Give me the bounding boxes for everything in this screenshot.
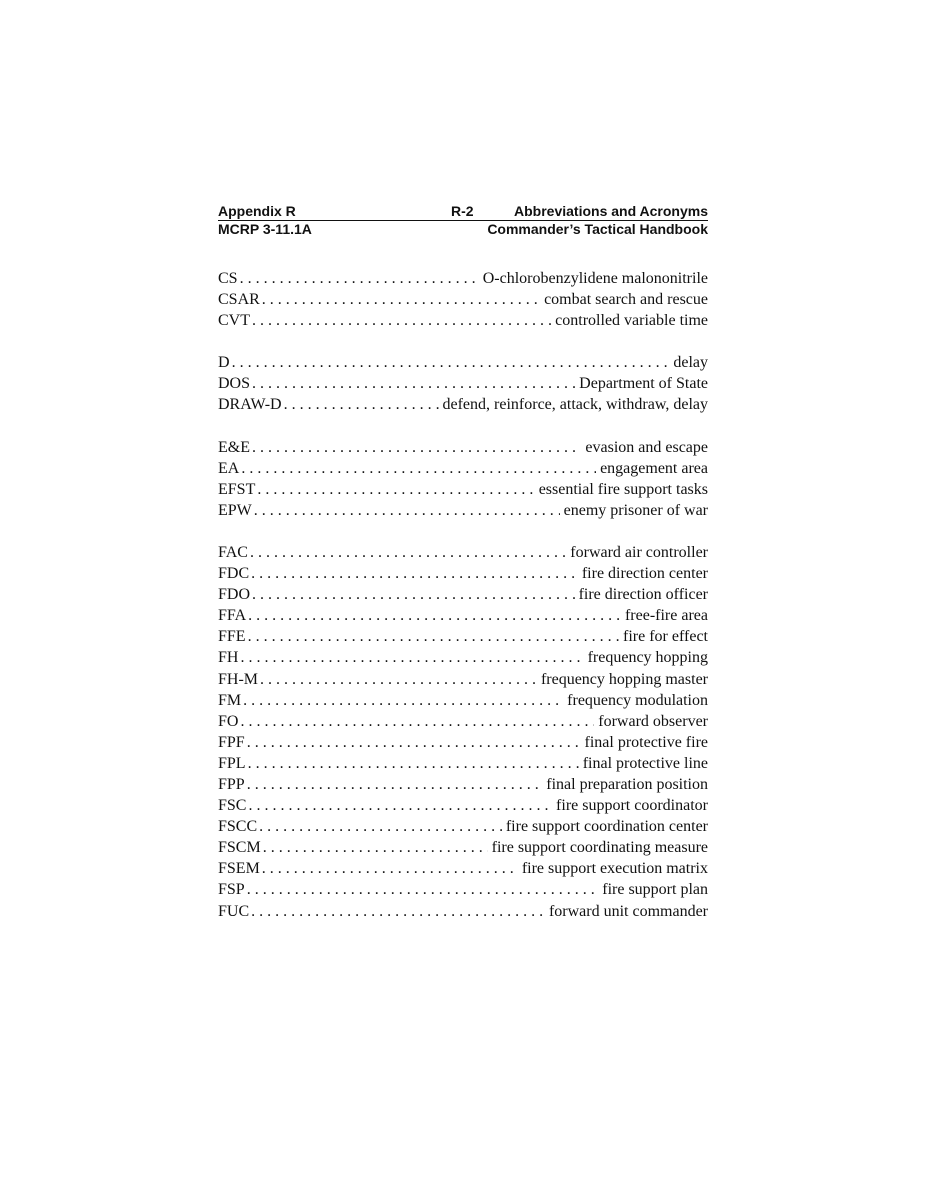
- abbreviation-definition: fire direction officer: [578, 586, 708, 604]
- abbreviation-definition: fire support coordinating measure: [491, 839, 708, 857]
- dot-leader: [284, 394, 439, 415]
- abbreviation-group: [218, 352, 708, 415]
- abbreviation-entry: [218, 268, 708, 289]
- dot-leader: [250, 542, 566, 563]
- abbreviation-entry: [218, 732, 708, 753]
- abbreviation-term: EPW: [218, 501, 252, 519]
- abbreviation-definition: essential fire support tasks: [538, 480, 708, 498]
- abbreviation-entry: [218, 816, 708, 837]
- abbreviation-entry: [218, 690, 708, 711]
- abbreviation-entry: [218, 774, 708, 795]
- abbreviation-term: CS: [218, 270, 238, 287]
- abbreviation-entry: [218, 542, 708, 563]
- dot-leader: [247, 774, 543, 795]
- dot-leader: [251, 901, 545, 922]
- abbreviation-definition: delay: [673, 354, 708, 372]
- abbreviation-term: CSAR: [218, 291, 260, 309]
- header-row-top: [218, 203, 708, 220]
- abbreviation-definition: fire for effect: [623, 628, 708, 646]
- dot-leader: [263, 837, 488, 858]
- dot-leader: [259, 816, 502, 837]
- section-title: Abbreviations and Acronyms: [514, 203, 708, 219]
- abbreviation-term: CVT: [218, 312, 250, 330]
- appendix-label: Appendix R: [218, 203, 296, 219]
- abbreviation-term: FH: [218, 649, 239, 667]
- abbreviation-definition: free-fire area: [624, 607, 708, 625]
- abbreviation-term: DRAW-D: [218, 396, 282, 414]
- abbreviation-term: FSP: [218, 881, 245, 899]
- abbreviation-definition: fire direction center: [581, 565, 708, 583]
- abbreviation-definition: fire support coordinator: [556, 797, 708, 815]
- abbreviation-term: FH-M: [218, 670, 259, 688]
- abbreviation-entry: [218, 605, 708, 626]
- abbreviation-entry: [218, 352, 708, 373]
- abbreviation-definition: defend, reinforce, attack, withdraw, delay: [442, 396, 708, 414]
- dot-leader: [248, 753, 579, 774]
- abbreviation-definition: final protective line: [582, 754, 708, 772]
- abbreviation-entry: [218, 437, 708, 458]
- abbreviation-entry: [218, 858, 708, 879]
- abbreviation-definition: Department of State: [579, 375, 708, 393]
- dot-leader: [252, 437, 581, 458]
- abbreviation-term: EFST: [218, 480, 256, 498]
- abbreviation-entry: [218, 901, 708, 922]
- publication-id: MCRP 3-11.1A: [218, 221, 312, 237]
- abbreviation-term: FO: [218, 712, 239, 730]
- abbreviation-group: [218, 268, 708, 331]
- abbreviation-term: D: [218, 354, 230, 372]
- abbreviation-entry: [218, 711, 708, 732]
- page-number: R-2: [451, 203, 474, 219]
- abbreviation-definition: combat search and rescue: [544, 291, 708, 309]
- dot-leader: [240, 268, 479, 289]
- abbreviation-definition: enemy prisoner of war: [563, 501, 708, 519]
- abbreviation-definition: frequency modulation: [567, 691, 708, 709]
- abbreviation-entry: [218, 837, 708, 858]
- abbreviation-term: DOS: [218, 375, 251, 393]
- abbreviation-entry: [218, 626, 708, 647]
- abbreviation-term: FPP: [218, 775, 245, 793]
- page-header: [218, 203, 708, 238]
- abbreviation-entry: [218, 879, 708, 900]
- dot-leader: [254, 500, 560, 521]
- dot-leader: [252, 310, 551, 331]
- abbreviation-definition: engagement area: [600, 459, 708, 477]
- abbreviation-definition: evasion and escape: [585, 438, 708, 456]
- abbreviation-definition: fire support execution matrix: [521, 860, 708, 878]
- header-row-bottom: [218, 221, 708, 238]
- abbreviation-term: FFA: [218, 607, 247, 625]
- abbreviation-term: FAC: [218, 543, 248, 561]
- abbreviation-term: FPL: [218, 754, 246, 772]
- abbreviation-definition: forward air controller: [570, 543, 708, 561]
- dot-leader: [241, 458, 596, 479]
- abbreviation-definition: final protective fire: [584, 733, 708, 751]
- abbreviation-term: FSEM: [218, 860, 260, 878]
- publication-title: Commander’s Tactical Handbook: [487, 221, 708, 237]
- dot-leader: [243, 690, 563, 711]
- dot-leader: [252, 584, 575, 605]
- abbreviation-term: FFE: [218, 628, 246, 646]
- abbreviation-term: FM: [218, 691, 242, 709]
- dot-leader: [248, 605, 621, 626]
- dot-leader: [257, 479, 534, 500]
- abbreviation-definition: final preparation position: [546, 775, 708, 793]
- abbreviation-entry: [218, 563, 708, 584]
- abbreviation-term: FDC: [218, 565, 250, 583]
- dot-leader: [260, 669, 537, 690]
- abbreviation-entry: [218, 394, 708, 415]
- abbreviation-term: FUC: [218, 902, 250, 920]
- abbreviation-definition: forward observer: [598, 712, 708, 730]
- abbreviation-entry: [218, 795, 708, 816]
- dot-leader: [247, 732, 581, 753]
- abbreviation-list: [218, 268, 708, 943]
- abbreviation-entry: [218, 479, 708, 500]
- dot-leader: [252, 373, 575, 394]
- abbreviation-term: E&E: [218, 438, 250, 456]
- abbreviation-entry: [218, 289, 708, 310]
- abbreviation-term: FSCM: [218, 839, 261, 857]
- abbreviation-definition: forward unit commander: [548, 902, 708, 920]
- abbreviation-definition: fire support plan: [602, 881, 708, 899]
- dot-leader: [248, 795, 552, 816]
- dot-leader: [251, 563, 578, 584]
- abbreviation-definition: fire support coordination center: [505, 818, 708, 836]
- abbreviation-definition: O-chlorobenzylidene malononitrile: [482, 270, 708, 287]
- abbreviation-definition: controlled variable time: [555, 312, 708, 330]
- abbreviation-term: FSCC: [218, 818, 258, 836]
- abbreviation-term: FPF: [218, 733, 245, 751]
- abbreviation-entry: [218, 373, 708, 394]
- dot-leader: [248, 626, 619, 647]
- abbreviation-entry: [218, 310, 708, 331]
- abbreviation-entry: [218, 753, 708, 774]
- abbreviation-entry: [218, 584, 708, 605]
- abbreviation-entry: [218, 458, 708, 479]
- abbreviation-definition: frequency hopping: [587, 649, 708, 667]
- dot-leader: [262, 858, 518, 879]
- dot-leader: [262, 289, 540, 310]
- abbreviation-entry: [218, 669, 708, 690]
- abbreviation-entry: [218, 500, 708, 521]
- abbreviation-group: [218, 542, 708, 922]
- abbreviation-entry: [218, 647, 708, 668]
- abbreviation-term: FSC: [218, 797, 247, 815]
- abbreviation-term: EA: [218, 459, 240, 477]
- abbreviation-term: FDO: [218, 586, 251, 604]
- dot-leader: [232, 352, 670, 373]
- dot-leader: [247, 879, 599, 900]
- dot-leader: [240, 711, 594, 732]
- abbreviation-definition: frequency hopping master: [540, 670, 708, 688]
- dot-leader: [240, 647, 583, 668]
- abbreviation-group: [218, 437, 708, 521]
